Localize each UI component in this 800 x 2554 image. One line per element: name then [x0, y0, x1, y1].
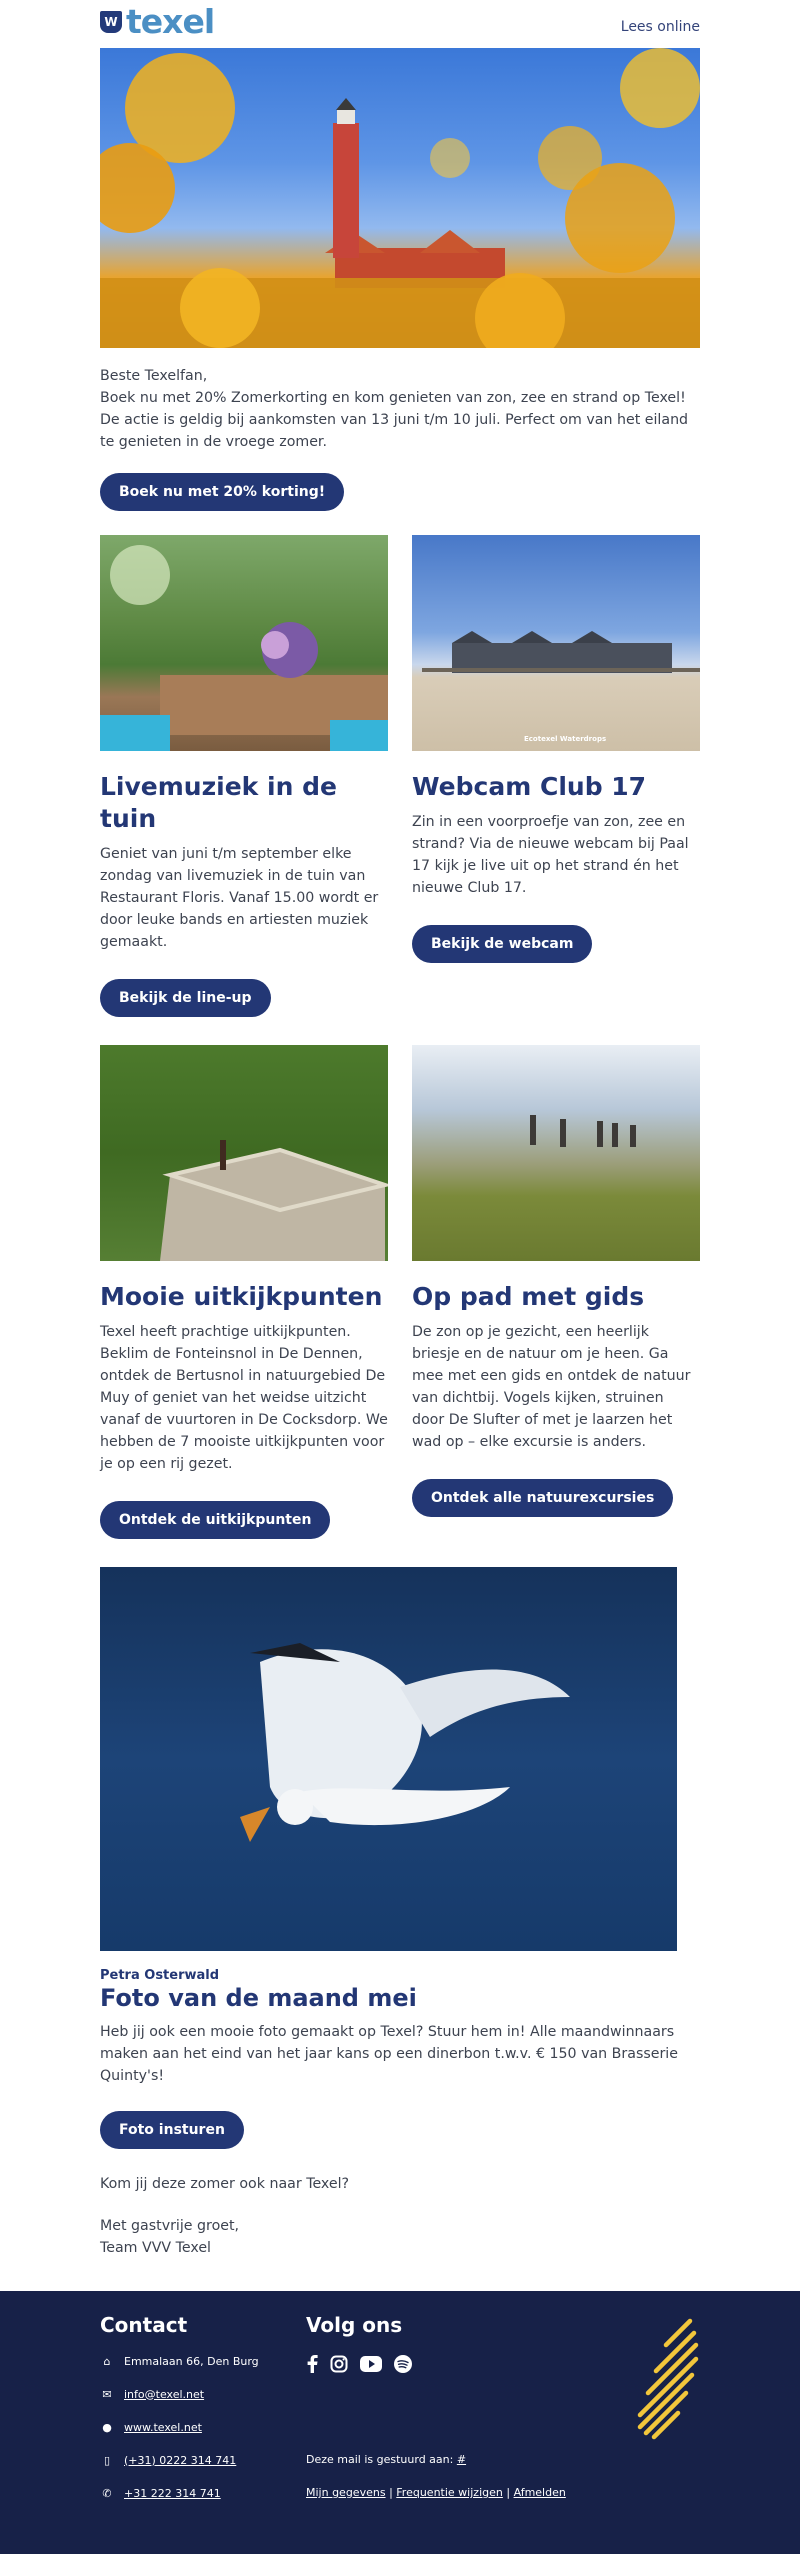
- seagull-photo: [100, 1567, 677, 1951]
- beach-pavilion-image: [412, 535, 700, 751]
- decorative-stripes-icon: [630, 2313, 700, 2443]
- sent-to-line: [306, 2453, 466, 2466]
- sent-to-value[interactable]: #: [456, 2453, 467, 2466]
- guided-walk-image: [412, 1045, 700, 1261]
- home-icon: ⌂: [103, 2354, 111, 2368]
- card-title: Webcam Club 17: [412, 772, 647, 801]
- sent-to-label: Deze mail is gestuurd aan:: [306, 2453, 454, 2466]
- card-livemuziek: [100, 535, 388, 1017]
- hero-lighthouse-image: [100, 48, 700, 348]
- intro-text: [100, 365, 700, 453]
- card-text: Geniet van juni t/m september elke zondag van livemuziek in de tuin van Restaurant Floris. Vanaf 15.00 wordt er door leuke bands en artiesten muziek gemaakt.: [100, 846, 379, 950]
- lookout-tower-image: [100, 1045, 388, 1261]
- lookouts-button[interactable]: Ontdek de uitkijkpunten: [100, 1501, 330, 1539]
- signoff: [100, 2215, 700, 2259]
- photo-title: Foto van de maand mei: [100, 1984, 417, 2012]
- phone-item: [100, 2453, 236, 2467]
- book-discount-button[interactable]: Boek nu met 20% korting!: [100, 473, 344, 511]
- youtube-icon[interactable]: [360, 2356, 382, 2372]
- envelope-icon: ✉: [102, 2387, 112, 2401]
- contact-heading: Contact: [100, 2313, 188, 2337]
- intro-body: Boek nu met 20% Zomerkorting en kom genieten van zon, zee en strand op Texel! De actie is geldig bij aankomsten van 13 juni t/m 10 juli. Perfect om van het eiland te genieten in de vroege zomer.: [100, 390, 689, 450]
- footer: [0, 2291, 800, 2554]
- signoff-line-2: Team VVV Texel: [100, 2240, 211, 2256]
- card-title: Op pad met gids: [412, 1282, 645, 1311]
- excursions-button[interactable]: Ontdek alle natuurexcursies: [412, 1479, 673, 1517]
- card-title: Mooie uitkijkpunten: [100, 1282, 383, 1311]
- photo-credit: Petra Osterwald: [100, 1968, 220, 1983]
- instagram-icon[interactable]: [330, 2355, 348, 2373]
- card-text: Texel heeft prachtige uitkijkpunten. Beklim de Fonteinsnol in De Dennen, ontdek de Bertusnol in natuurgebied De Muy of geniet van het weidse uitzicht vanaf de vuurtoren in De Cocksdorp. We hebben de 7 mooiste uitkijkpunten voor je op een rij gezet.: [100, 1324, 388, 1472]
- frequency-link[interactable]: Frequentie wijzigen: [396, 2486, 503, 2499]
- image-caption: Ecotexel Waterdrops: [524, 735, 607, 743]
- card-webcam: [412, 535, 700, 1017]
- email-item: [100, 2387, 204, 2401]
- preference-links: [306, 2486, 566, 2499]
- separator: |: [506, 2486, 511, 2499]
- card-title: Livemuziek in de tuin: [100, 772, 337, 833]
- whatsapp-item: [100, 2486, 221, 2500]
- email-link[interactable]: info@texel.net: [124, 2387, 205, 2401]
- texel-logo[interactable]: [100, 2, 215, 41]
- whatsapp-link[interactable]: +31 222 314 741: [124, 2486, 221, 2500]
- greeting: Beste Texelfan,: [100, 368, 208, 384]
- website-link[interactable]: www.texel.net: [124, 2420, 202, 2434]
- card-text: De zon op je gezicht, een heerlijk briesje en de natuur om je heen. Ga mee met een gids en ontdek de natuur van dichtbij. Vogels kijken, struinen door De Slufter of met je laarzen het wad op – elke excursie is anders.: [412, 1324, 691, 1450]
- unsubscribe-link[interactable]: Afmelden: [513, 2486, 566, 2499]
- separator: |: [389, 2486, 393, 2499]
- address-text: Emmalaan 66, Den Burg: [124, 2354, 259, 2368]
- address-item: [100, 2354, 259, 2368]
- photo-text: Heb jij ook een mooie foto gemaakt op Texel? Stuur hem in! Alle maandwinnaars maken aan het eind van het jaar kans op een dinerbon t.w.v. € 150 van Brasserie Quinty's!: [100, 2024, 678, 2084]
- phone-link[interactable]: (+31) 0222 314 741: [124, 2453, 237, 2467]
- follow-heading: Volg ons: [306, 2313, 403, 2337]
- facebook-icon[interactable]: [306, 2355, 318, 2373]
- read-online-link[interactable]: Lees online: [620, 19, 700, 35]
- garden-terrace-image: [100, 535, 388, 751]
- header: [100, 0, 700, 48]
- whatsapp-icon: ✆: [102, 2486, 112, 2500]
- card-text: Zin in een voorproefje van zon, zee en strand? Via de nieuwe webcam bij Paal 17 kijk je live uit op het strand én het nieuwe Club 17.: [412, 814, 689, 896]
- vvv-shield-icon: W: [100, 11, 122, 33]
- submit-photo-button[interactable]: Foto insturen: [100, 2111, 244, 2149]
- card-gids: [412, 1045, 700, 1539]
- my-data-link[interactable]: Mijn gegevens: [306, 2486, 386, 2499]
- spotify-icon[interactable]: [394, 2355, 412, 2373]
- lineup-button[interactable]: Bekijk de line-up: [100, 979, 271, 1017]
- signoff-line-1: Met gastvrije groet,: [100, 2218, 240, 2234]
- webcam-button[interactable]: Bekijk de webcam: [412, 925, 592, 963]
- closing-question: Kom jij deze zomer ook naar Texel?: [100, 2176, 350, 2192]
- mobile-phone-icon: ▯: [103, 2453, 111, 2467]
- card-uitkijkpunten: [100, 1045, 388, 1539]
- logo-wordmark: texel: [126, 2, 215, 41]
- website-item: [100, 2420, 202, 2434]
- social-icons: [306, 2355, 424, 2373]
- globe-icon: ●: [102, 2420, 112, 2434]
